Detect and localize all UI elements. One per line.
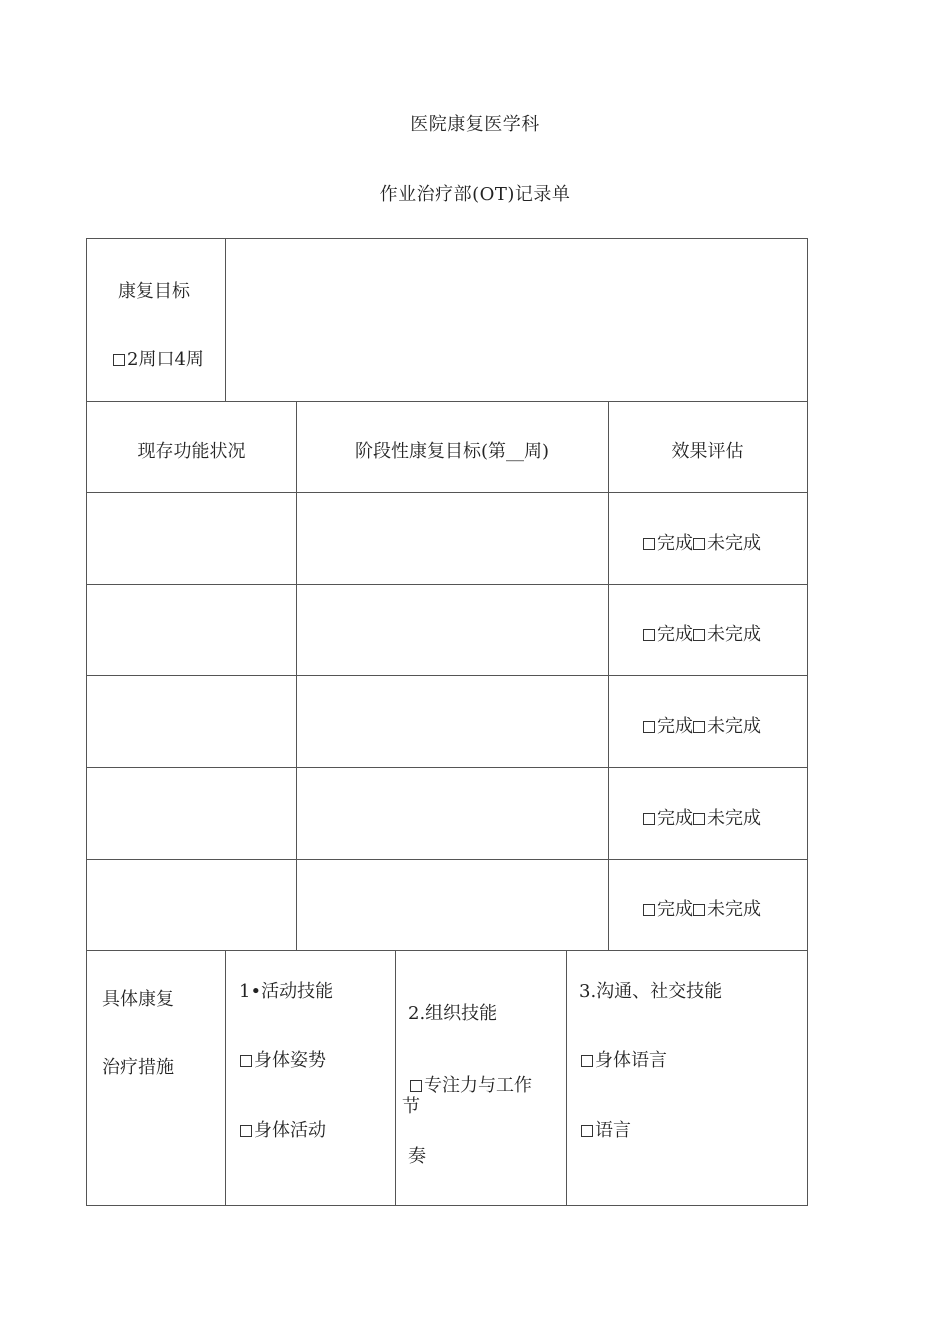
checkbox-not-done[interactable] xyxy=(693,629,705,641)
row-divider xyxy=(87,950,807,951)
organization-skills-title: 2.组织技能 xyxy=(408,1003,498,1024)
row-divider xyxy=(87,584,807,585)
checkbox-done[interactable] xyxy=(643,629,655,641)
checkbox-body-language[interactable] xyxy=(581,1055,593,1067)
body-language-label: 身体语言 xyxy=(595,1050,667,1071)
language-item xyxy=(581,1116,631,1142)
hospital-title: 医院康复医学科 xyxy=(410,114,540,135)
duration-separator: 口 xyxy=(156,349,175,370)
checkbox-done[interactable] xyxy=(643,721,655,733)
evaluation-cell xyxy=(643,804,761,830)
posture-item xyxy=(240,1046,326,1072)
attention-item xyxy=(410,1071,532,1097)
header-evaluation: 效果评估 xyxy=(671,441,744,462)
measures-label-line1: 具体康复 xyxy=(102,989,174,1010)
form-title: 作业治疗部(OT)记录单 xyxy=(379,184,571,205)
row-divider xyxy=(87,767,807,768)
checkbox-not-done[interactable] xyxy=(693,721,705,733)
row-divider xyxy=(87,859,807,860)
evaluation-cell xyxy=(643,620,761,646)
posture-label: 身体姿势 xyxy=(254,1050,326,1071)
goal-duration xyxy=(113,345,204,371)
row-divider xyxy=(87,675,807,676)
checkbox-body-activity[interactable] xyxy=(240,1125,252,1137)
column-divider xyxy=(566,950,567,1206)
not-done-label: 未完成 xyxy=(707,716,761,737)
evaluation-cell xyxy=(643,712,761,738)
body-language-item xyxy=(581,1046,667,1072)
attention-label-wrap: 奏 xyxy=(408,1146,426,1167)
column-divider xyxy=(296,401,297,950)
checkbox-done[interactable] xyxy=(643,538,655,550)
not-done-label: 未完成 xyxy=(707,899,761,920)
checkbox-not-done[interactable] xyxy=(693,538,705,550)
attention-label-wrap: 节 xyxy=(402,1096,420,1117)
language-label: 语言 xyxy=(595,1120,631,1141)
checkbox-done[interactable] xyxy=(643,813,655,825)
checkbox-done[interactable] xyxy=(643,904,655,916)
not-done-label: 未完成 xyxy=(707,624,761,645)
evaluation-cell xyxy=(643,895,761,921)
duration-4-weeks-label: 4周 xyxy=(174,349,204,370)
done-label: 完成 xyxy=(657,899,693,920)
done-label: 完成 xyxy=(657,624,693,645)
done-label: 完成 xyxy=(657,716,693,737)
column-divider xyxy=(395,950,396,1206)
not-done-label: 未完成 xyxy=(707,808,761,829)
checkbox-2-weeks[interactable] xyxy=(113,354,125,366)
column-divider xyxy=(225,239,226,401)
checkbox-attention[interactable] xyxy=(410,1080,422,1092)
body-activity-item xyxy=(240,1116,326,1142)
attention-label: 专注力与工作 xyxy=(424,1075,532,1096)
column-divider xyxy=(225,950,226,1206)
checkbox-posture[interactable] xyxy=(240,1055,252,1067)
body-activity-label: 身体活动 xyxy=(254,1120,326,1141)
row-divider xyxy=(87,401,807,402)
done-label: 完成 xyxy=(657,808,693,829)
goal-label: 康复目标 xyxy=(118,281,190,302)
activity-skills-title: 1•活动技能 xyxy=(239,981,334,1002)
checkbox-not-done[interactable] xyxy=(693,813,705,825)
duration-2-weeks-label: 2周 xyxy=(127,349,157,370)
done-label: 完成 xyxy=(657,533,693,554)
not-done-label: 未完成 xyxy=(707,533,761,554)
header-current-function: 现存功能状况 xyxy=(137,441,246,462)
row-divider xyxy=(87,492,807,493)
measures-label-line2: 治疗措施 xyxy=(102,1057,174,1078)
checkbox-not-done[interactable] xyxy=(693,904,705,916)
evaluation-cell xyxy=(643,529,761,555)
record-table xyxy=(86,238,808,1206)
header-stage-goal: 阶段性康复目标(第__周) xyxy=(354,441,550,462)
communication-skills-title: 3.沟通、社交技能 xyxy=(579,981,723,1002)
checkbox-language[interactable] xyxy=(581,1125,593,1137)
column-divider xyxy=(608,401,609,950)
